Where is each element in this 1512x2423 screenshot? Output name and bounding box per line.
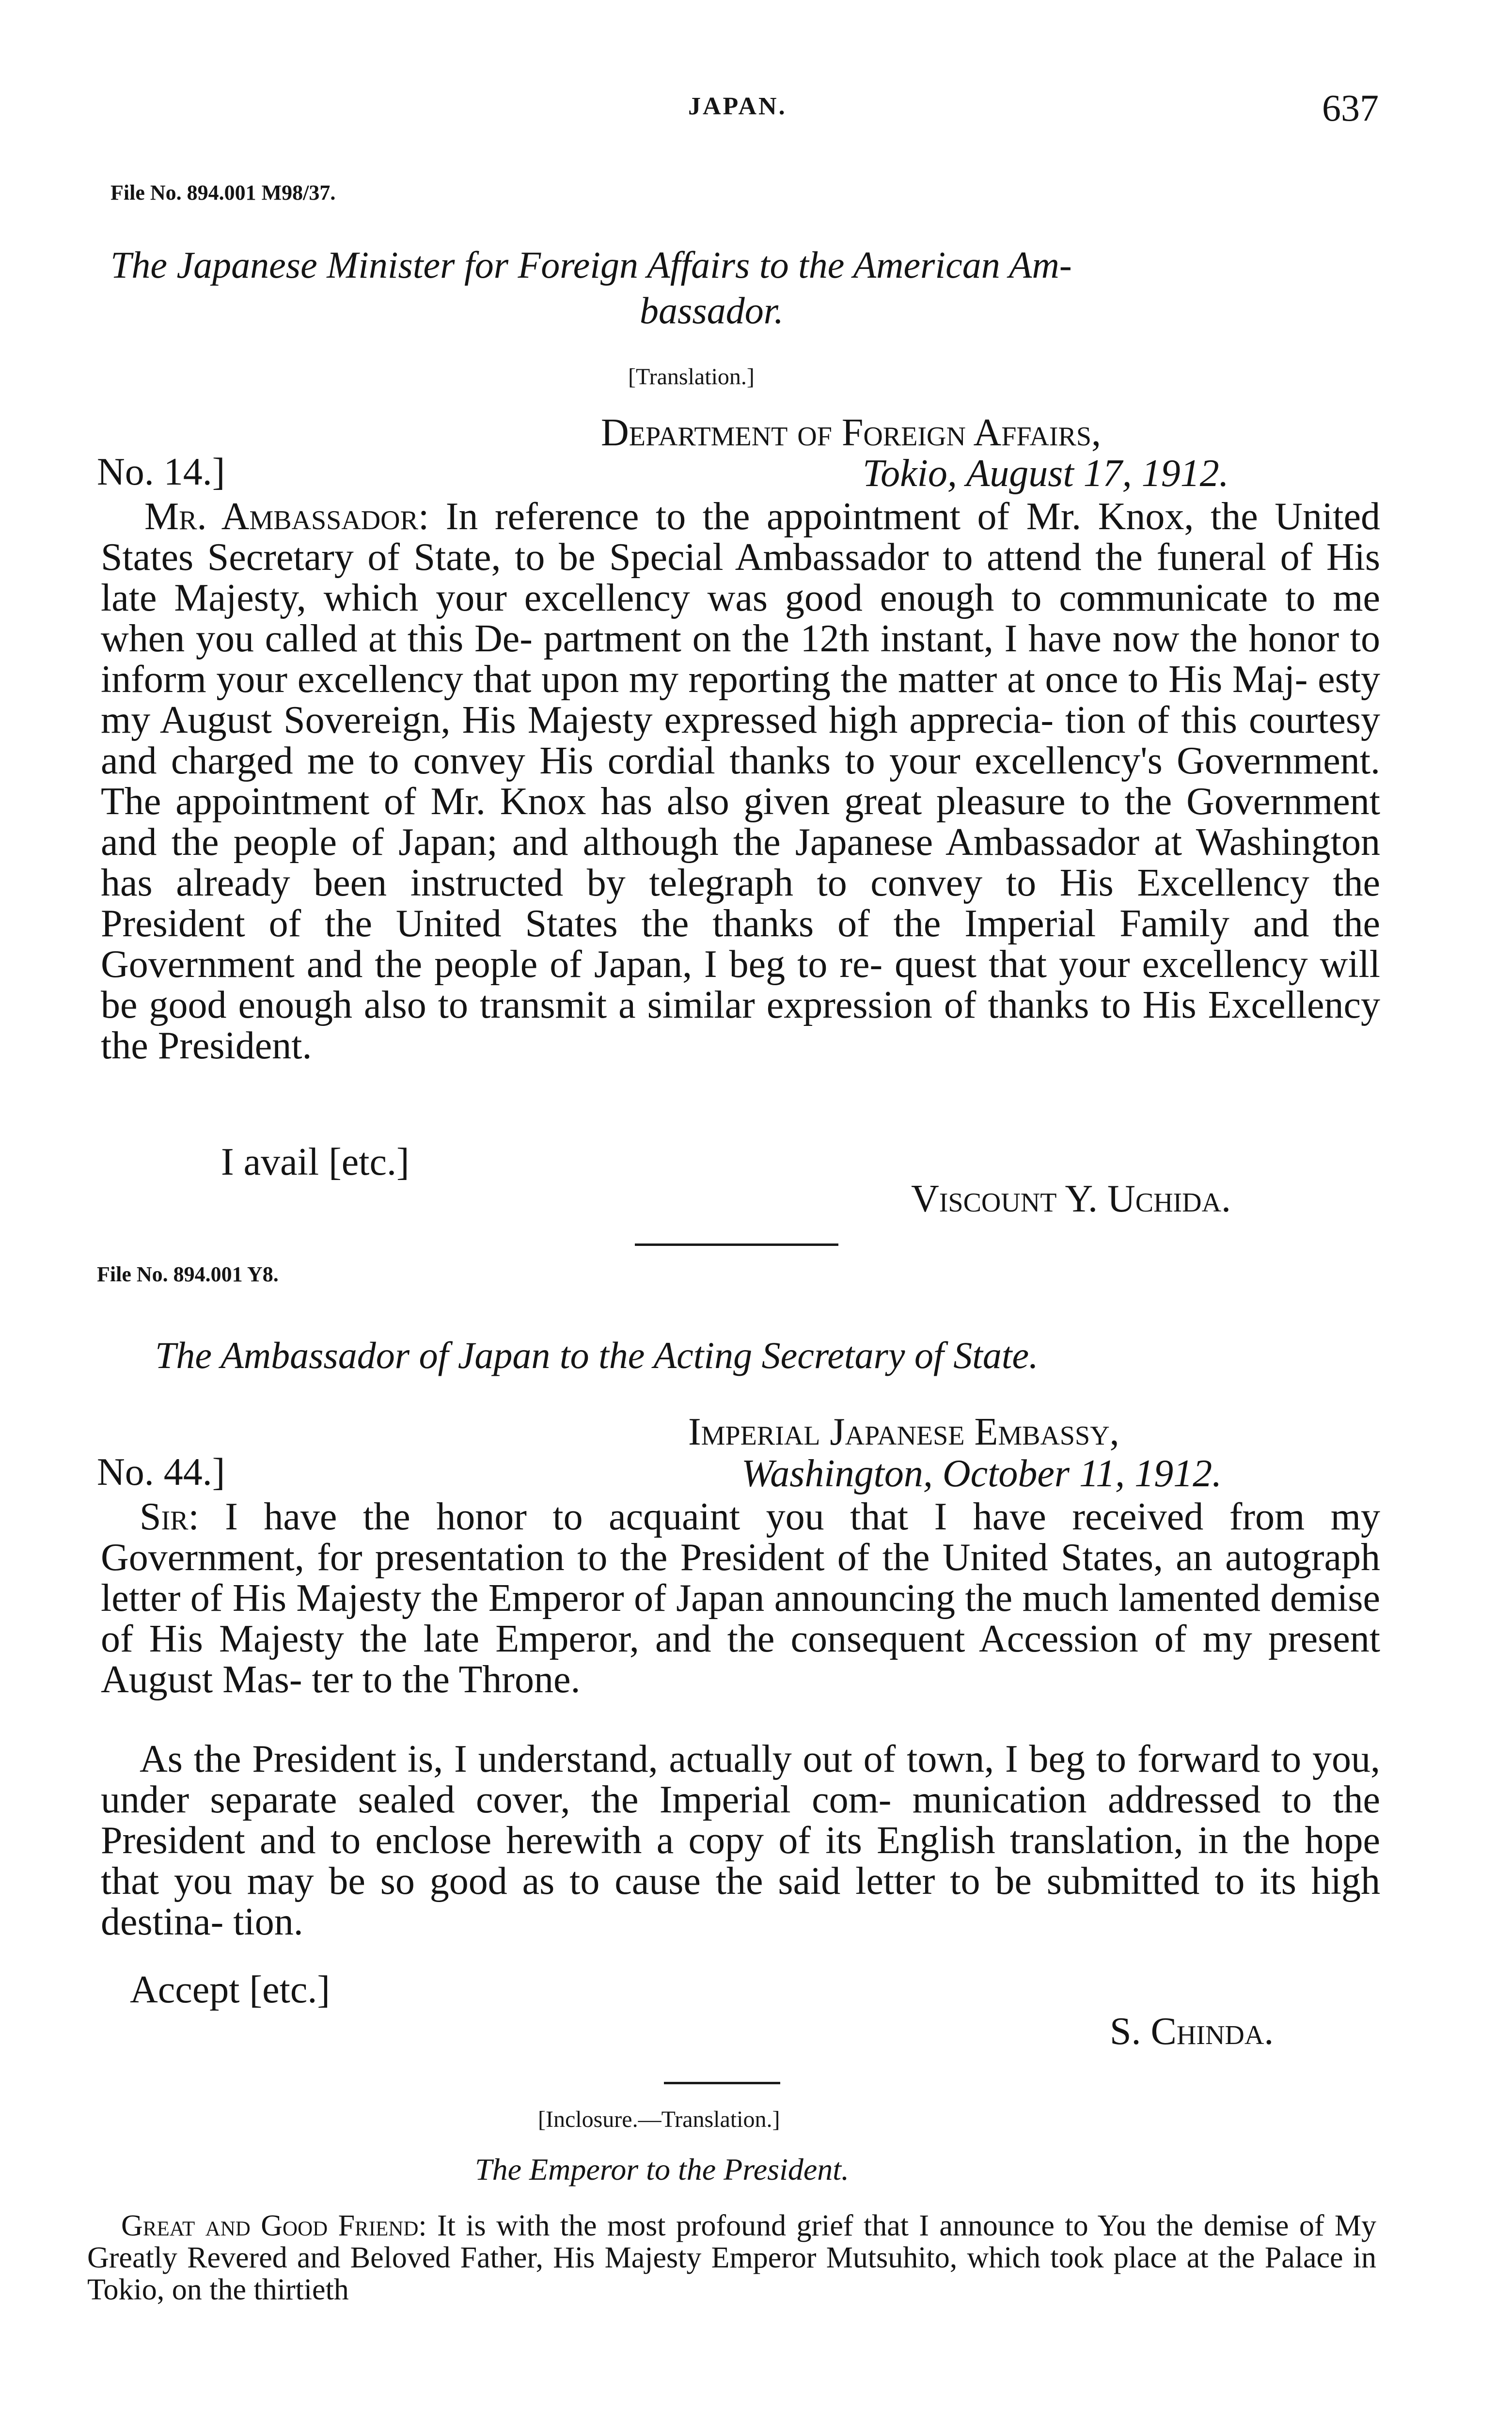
- department-heading: Department of Foreign Affairs,: [601, 411, 1101, 454]
- letter-body-2-para1: [101, 1496, 1380, 1700]
- letter-number-2: No. 44.]: [97, 1451, 225, 1494]
- closing-2: Accept [etc.]: [130, 1968, 331, 2011]
- separator-rule-1: [635, 1243, 838, 1246]
- signature-2: S. Chinda.: [1110, 2010, 1274, 2053]
- page-number: 637: [1322, 87, 1379, 129]
- dateline-1: Tokio, August 17, 1912.: [863, 452, 1229, 495]
- salutation-2: Sir:: [140, 1495, 199, 1538]
- inclosure-note: [Inclosure.—Translation.]: [538, 2107, 780, 2132]
- document-title-1-line1: The Japanese Minister for Foreign Affairs to the American Am-: [110, 244, 1072, 286]
- translation-note: [Translation.]: [628, 364, 755, 390]
- embassy-heading: Imperial Japanese Embassy,: [688, 1411, 1119, 1453]
- letter-body-1: [101, 496, 1380, 1066]
- body-text-2a: I have the honor to acquaint you that I have received from my Government, for presentation to the President of the United States, an autograph letter of His Majesty the Emperor of Japan announcing the much lamented demise of His Majesty the late Emperor, and the consequent Accession of my present August Mas- ter to the Throne.: [101, 1495, 1380, 1701]
- letter-body-2-para2: As the President is, I understand, actually out of town, I beg to forward to you, under separate sealed cover, the Imperial com- munication addressed to the President and to enclose herewith a copy of its English translation, in the hope that you may be so good as to cause the said letter to be submitted to its high destina- tion.: [101, 1738, 1380, 1943]
- inclosure-salutation: Great and Good Friend:: [121, 2209, 427, 2242]
- dateline-2: Washington, October 11, 1912.: [741, 1452, 1222, 1495]
- letter-number-1: No. 14.]: [97, 451, 225, 493]
- signature-1: Viscount Y. Uchida.: [911, 1178, 1231, 1220]
- file-number-2: File No. 894.001 Y8.: [97, 1262, 279, 1286]
- inclosure-title: The Emperor to the President.: [475, 2152, 850, 2187]
- inclosure-text: It is with the most profound grief that I announce to You the demise of My Greatly Revered and Beloved Father, His Majesty Emperor Mutsuhito, which took place at the Palace in Tokio, on the thirtieth: [87, 2209, 1376, 2306]
- file-number-1: File No. 894.001 M98/37.: [110, 181, 336, 205]
- separator-rule-2: [664, 2082, 780, 2084]
- document-title-2: The Ambassador of Japan to the Acting Secretary of State.: [155, 1334, 1039, 1376]
- inclosure-body: [87, 2210, 1376, 2306]
- body-text-1: In reference to the appointment of Mr. Knox, the United States Secretary of State, to be Special Ambassador to attend the funeral of His late Majesty, which your excellency was good enough to communicate to me when you called at this De- partment on the 12th instant, I have now the honor to inform your excellency that upon my reporting the matter at once to His Maj- esty my August Sovereign, His Majesty expressed high apprecia- tion of this courtesy and charged me to convey His cordial thanks to your excellency's Government. The appointment of Mr. Knox has also given great pleasure to the Government and the people of Japan; and although the Japanese Ambassador at Washington has already been instructed by telegraph to convey to His Excellency the President of the United States the thanks of the Imperial Family and the Government and the people of Japan, I beg to re- quest that your excellency will be good enough also to transmit a similar expression of thanks to His Excellency the President.: [101, 495, 1380, 1067]
- document-title-1-line2: bassador.: [640, 289, 784, 331]
- salutation-1: Mr. Ambassador:: [144, 495, 429, 538]
- running-head: JAPAN.: [688, 93, 787, 120]
- closing-1: I avail [etc.]: [221, 1141, 410, 1183]
